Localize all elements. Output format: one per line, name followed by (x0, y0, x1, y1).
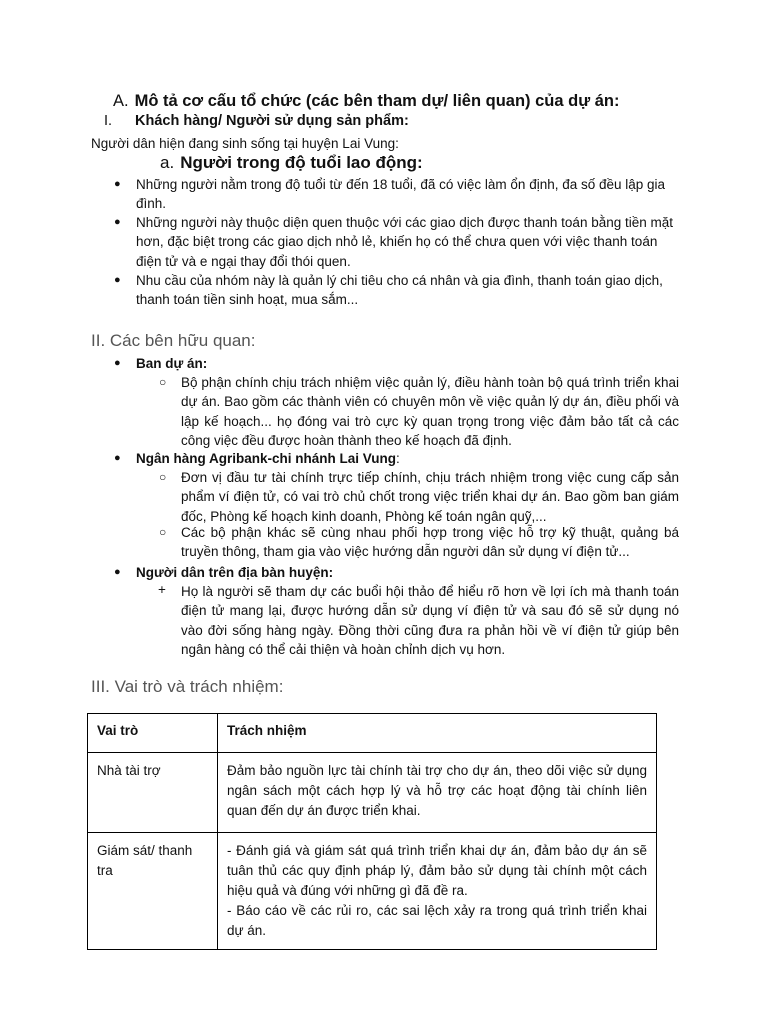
table-cell-responsibility (218, 833, 657, 950)
bullet-dot-icon: ● (114, 452, 121, 464)
bullet-dot-icon: ● (114, 274, 121, 286)
subheading-a (160, 153, 423, 173)
stakeholder-people-item: Họ là người sẽ tham dự các buổi hội thảo để hiểu rõ hơn về lợi ích mà thanh toán điện tử mang lại, được hướng dẫn sử dụng ví điện tử và sau đó sẽ sử dụng nó vào đời sống hàng ngày. Đồng thời cũng đưa ra phản hồi về ví điện tử giúp bên ngân hàng có thể cải thiện và hoàn chỉnh dịch vụ hơn. (181, 584, 679, 657)
table-header-row (88, 714, 657, 753)
bullet-item: Nhu cầu của nhóm này là quản lý chi tiêu cho cá nhân và gia đình, thanh toán giao dịch, thanh toán tiền sinh hoạt, mua sắm... (136, 273, 663, 308)
bullet-dot-icon: ● (114, 566, 121, 578)
bullet-dot-icon: ● (114, 357, 121, 369)
stakeholder-bank-title-line (136, 449, 680, 468)
roles-table (87, 713, 657, 950)
responsibility-text: - Báo cáo về các rủi ro, các sai lệch xảy ra trong quá trình triển khai dự án. (227, 903, 647, 938)
intro-text: Người dân hiện đang sinh sống tại huyện Lai Vung: (91, 136, 399, 151)
responsibility-text: - Đánh giá và giám sát quá trình triển khai dự án, đảm bảo dự án sẽ tuân thủ các quy định pháp lý, đảm bảo sử dụng tài chính một cách hiệu quả và đúng với những gì đã đề ra. (227, 843, 647, 898)
bullet-dot-icon: ● (114, 216, 121, 228)
stakeholder-bank-item: Đơn vị đầu tư tài chính trực tiếp chính, chịu trách nhiệm trong việc cung cấp sản phẩm ví điện tử, có vai trò chủ chốt trong việc triển khai dự án. Bao gồm ban giám đốc, Phòng kế hoạch kinh doanh, Phòng kế toán ngân quỹ,... (181, 470, 679, 524)
subheading-a-text: Người trong độ tuổi lao động: (180, 153, 423, 172)
table-cell-responsibility (218, 753, 657, 833)
stakeholder-ban-item: Bộ phận chính chịu trách nhiệm việc quản lý, điều hành toàn bộ quá trình triển khai dự án. Bao gồm các thành viên có chuyên môn về việc quản lý dự án, điều phối và lập kế hoạch... họ đóng vai trò cực kỳ quan trọng trong việc đảm bảo tất cả các công việc đều được hoàn thành theo kế hoạch đã định. (181, 375, 679, 448)
bullet-dot-icon: ● (114, 178, 121, 190)
stakeholder-ban-title: Ban dự án: (136, 356, 208, 371)
circle-bullet-icon: ○ (159, 470, 167, 484)
table-row (88, 833, 657, 950)
circle-bullet-icon: ○ (159, 375, 167, 389)
section-3-heading: III. Vai trò và trách nhiệm: (91, 677, 284, 696)
table-header-responsibility: Trách nhiệm (218, 714, 657, 753)
stakeholder-bank-colon: : (396, 451, 400, 466)
stakeholder-bank-item: Các bộ phận khác sẽ cùng nhau phối hợp trong việc hỗ trợ kỹ thuật, quảng bá truyền thông, tham gia vào việc hướng dẫn người dân sử dụng ví điện tử... (181, 525, 679, 560)
bullet-item: Những người này thuộc diện quen thuộc với các giao dịch được thanh toán bằng tiền mặt hơn, đặc biệt trong các giao dịch nhỏ lẻ, khiến họ có thể chưa quen với việc thanh toán điện tử và e ngại thay đổi thói quen. (136, 215, 674, 269)
table-row (88, 753, 657, 833)
stakeholder-people-title: Người dân trên địa bàn huyện: (136, 565, 334, 580)
responsibility-text: Đảm bảo nguồn lực tài chính tài trợ cho dự án, theo dõi việc sử dụng ngân sách một cách hợp lý và hỗ trợ các hoạt động tài chính liên quan đến dự án được triển khai. (227, 763, 647, 818)
subheading-a-marker: a. (160, 153, 175, 172)
heading-i-marker: I. (104, 113, 113, 129)
heading-i-text: Khách hàng/ Người sử dụng sản phẩm: (135, 113, 409, 129)
heading-a (113, 92, 620, 111)
bullet-item: Những người nằm trong độ tuổi từ đến 18 tuổi, đã có việc làm ổn định, đa số đều lập gia đình. (136, 177, 666, 212)
circle-bullet-icon: ○ (159, 525, 167, 539)
section-2-heading: II. Các bên hữu quan: (91, 331, 256, 350)
table-cell-role: Nhà tài trợ (88, 753, 218, 833)
table-cell-role: Giám sát/ thanh tra (88, 833, 218, 950)
plus-bullet-marker: + (158, 582, 166, 597)
table-header-role: Vai trò (88, 714, 218, 753)
heading-a-text: Mô tả cơ cấu tổ chức (các bên tham dự/ liên quan) của dự án: (134, 92, 620, 110)
stakeholder-bank-title: Ngân hàng Agribank-chi nhánh Lai Vung (136, 451, 397, 466)
heading-a-marker: A. (113, 92, 129, 110)
heading-i (104, 113, 409, 129)
